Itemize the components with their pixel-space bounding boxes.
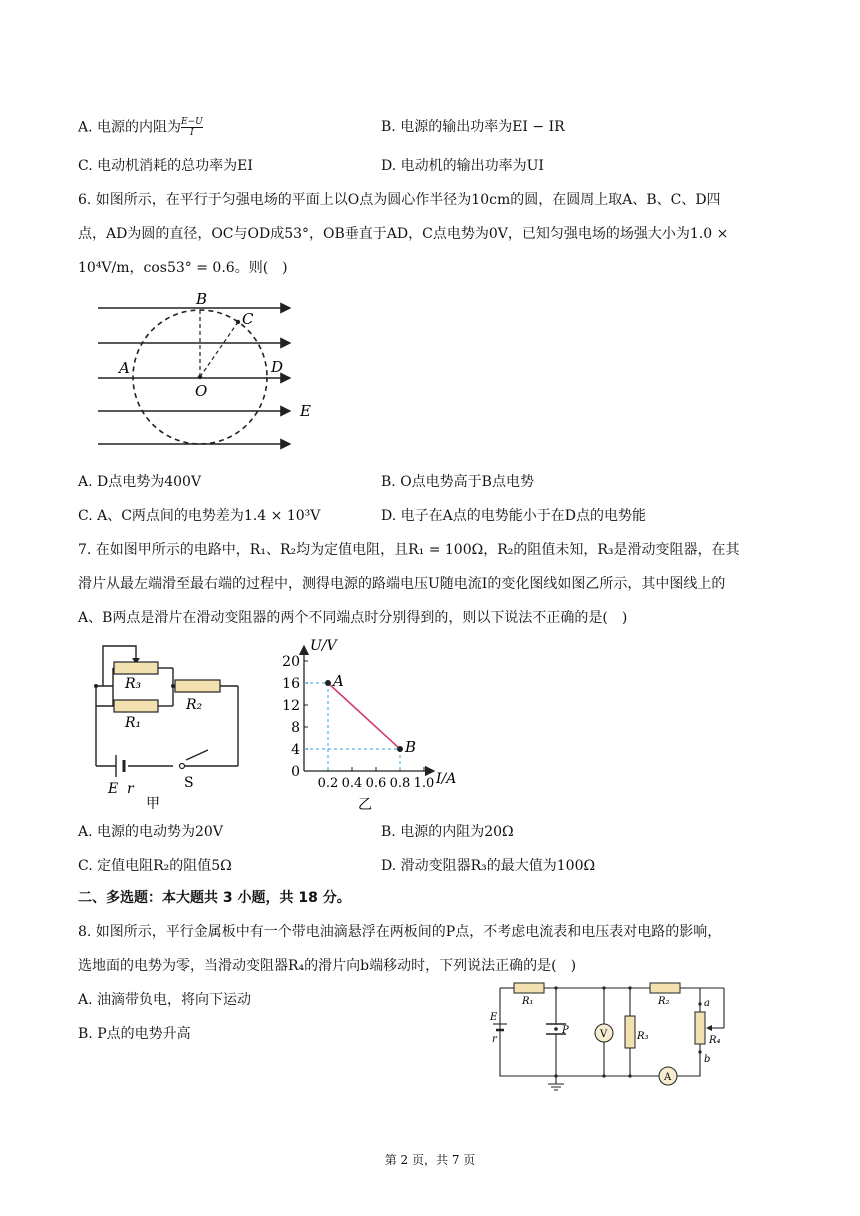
point-c [236,320,240,324]
point-o [198,375,202,379]
resistor-r3 [114,662,158,674]
oil-drop-p [554,1027,558,1031]
label-r1: R₁ [522,996,534,1007]
q7-stem-line2: 滑片从最左端滑至最右端的过程中，测得电源的路端电压U随电流I的变化图线如图乙所示，其中图线上的 [78,576,726,592]
q7-ui-graph [270,636,470,816]
ammeter-label: A [664,1072,672,1083]
q7-option-d: D. 滑动变阻器R₃的最大值为100Ω [381,858,596,874]
voltmeter-label: V [600,1029,608,1040]
junction-3 [628,986,631,989]
junction-4 [554,1074,557,1077]
label-b-terminal: b [704,1054,711,1065]
q5-option-a-prefix: A. 电源的内阻为 [78,119,182,136]
y-axis-label: U/V [310,638,337,654]
terminal-b [698,1050,701,1053]
q5-option-c: C. 电动机消耗的总功率为EI [78,158,253,174]
resistor-r2 [175,680,220,692]
resistor-r3 [625,1016,635,1048]
q6-stem-line1: 6. 如图所示，在平行于匀强电场的平面上以O点为圆心作半径为10cm的圆，在圆周上取A、B、C、D四 [78,192,721,208]
x-tick-label: 0.6 [365,776,387,791]
q8-option-a: A. 油滴带负电，将向下运动 [78,992,252,1008]
q7-stem-line3: A、B两点是滑片在滑动变阻器的两个不同端点时分别得到的，则以下说法不正确的是( ) [78,610,628,626]
y-tick-label: 4 [291,742,300,758]
label-r2: R₂ [186,697,203,713]
junction-5 [602,1074,605,1077]
q6-field-figure [90,288,330,453]
label-r3: R₃ [637,1031,649,1042]
chart-caption: 乙 [358,797,372,813]
y-tick-label: 8 [291,720,300,736]
ground-symbol [548,1084,564,1090]
q7-option-c: C. 定值电阻R₂的阻值5Ω [78,858,232,874]
battery-symbol [116,755,124,777]
label-r4: R₄ [709,1035,721,1046]
data-point-a [325,680,331,686]
y-tick-label: 0 [291,764,300,780]
y-tick-label: 16 [282,676,300,692]
y-tick-label: 20 [282,654,300,670]
q6-option-b: B. O点电势高于B点电势 [381,474,534,490]
series-line [328,683,400,749]
label-a: A [119,359,130,377]
label-b: B [196,290,208,308]
q6-stem-line2: 点，AD为圆的直径，OC与OD成53°，OB垂直于AD，C点电势为0V，已知匀强电场的场强大小为1.0 × [78,226,729,242]
switch-contact [180,764,185,769]
label-r2: R₂ [658,996,670,1007]
x-axis-label: I/A [436,771,457,787]
x-tick-label: 0.8 [389,776,411,791]
x-tick-label: 1.0 [413,776,435,791]
label-e: E [108,781,119,797]
caption-jia: 甲 [146,796,160,812]
q5-option-d: D. 电动机的输出功率为UI [381,158,544,174]
label-r1: R₁ [125,715,142,731]
junction-1 [554,986,557,989]
r4-slider-arrow [706,1025,712,1031]
label-r: r [127,781,134,797]
label-o: O [195,382,208,400]
junction-2 [602,986,605,989]
oc-segment [200,322,238,377]
q7-stem-line1: 7. 在如图甲所示的电路中，R₁、R₂均为定值电阻，且R₁ = 100Ω，R₂的阻值未知，R₃是滑动变阻器，在其 [78,542,740,558]
junction-right [171,684,175,688]
q5-option-a [78,117,203,138]
q7-option-a: A. 电源的电动势为20V [78,824,223,840]
q6-option-a: A. D点电势为400V [78,474,202,490]
q5-option-a-fraction: $\frac{E-U}{I}$ [181,117,203,138]
data-point-label: B [405,738,417,756]
terminal-a [698,1002,701,1005]
label-a-terminal: a [704,998,710,1009]
q8-stem-line2: 选地面的电势为零，当滑动变阻器R₄的滑片向b端移动时，下列说法正确的是( ) [78,958,577,974]
label-e: E [490,1012,498,1023]
label-d: D [271,358,284,376]
q8-stem-line1: 8. 如图所示，平行金属板中有一个带电油滴悬浮在两板间的P点，不考虑电流表和电压表对电路的影响， [78,924,722,940]
q7-circuit-figure [78,636,248,812]
x-tick-label: 0.2 [317,776,339,791]
data-point-label: A [333,672,344,690]
resistor-r1 [114,700,158,712]
resistor-r2 [650,983,680,993]
junction-left [94,684,98,688]
resistor-r4 [695,1012,705,1044]
label-c: C [242,310,254,328]
data-point-b [397,746,403,752]
x-tick-label: 0.4 [341,776,363,791]
q6-option-d: D. 电子在A点的电势能小于在D点的电势能 [381,508,646,524]
q7-option-b: B. 电源的内阻为20Ω [381,824,514,840]
junction-6 [628,1074,631,1077]
label-e: E [300,402,311,420]
q5-option-b: B. 电源的输出功率为EI − IR [381,119,565,135]
page-footer: 第 2 页，共 7 页 [384,1153,476,1167]
label-r: r [492,1034,497,1045]
resistor-r1 [514,983,544,993]
label-s: S [184,775,194,791]
label-p: P [562,1025,569,1036]
q6-option-c: C. A、C两点间的电势差为1.4 × 10³V [78,508,321,524]
q8-circuit-figure [486,976,742,1096]
q6-stem-line3: 10⁴V/m，cos53° = 0.6。则( ) [78,260,288,276]
label-r3: R₃ [125,676,142,692]
y-tick-label: 12 [282,698,300,714]
q8-option-b: B. P点的电势升高 [78,1026,191,1042]
section-2-title: 二、多选题：本大题共 3 小题，共 18 分。 [78,890,351,906]
